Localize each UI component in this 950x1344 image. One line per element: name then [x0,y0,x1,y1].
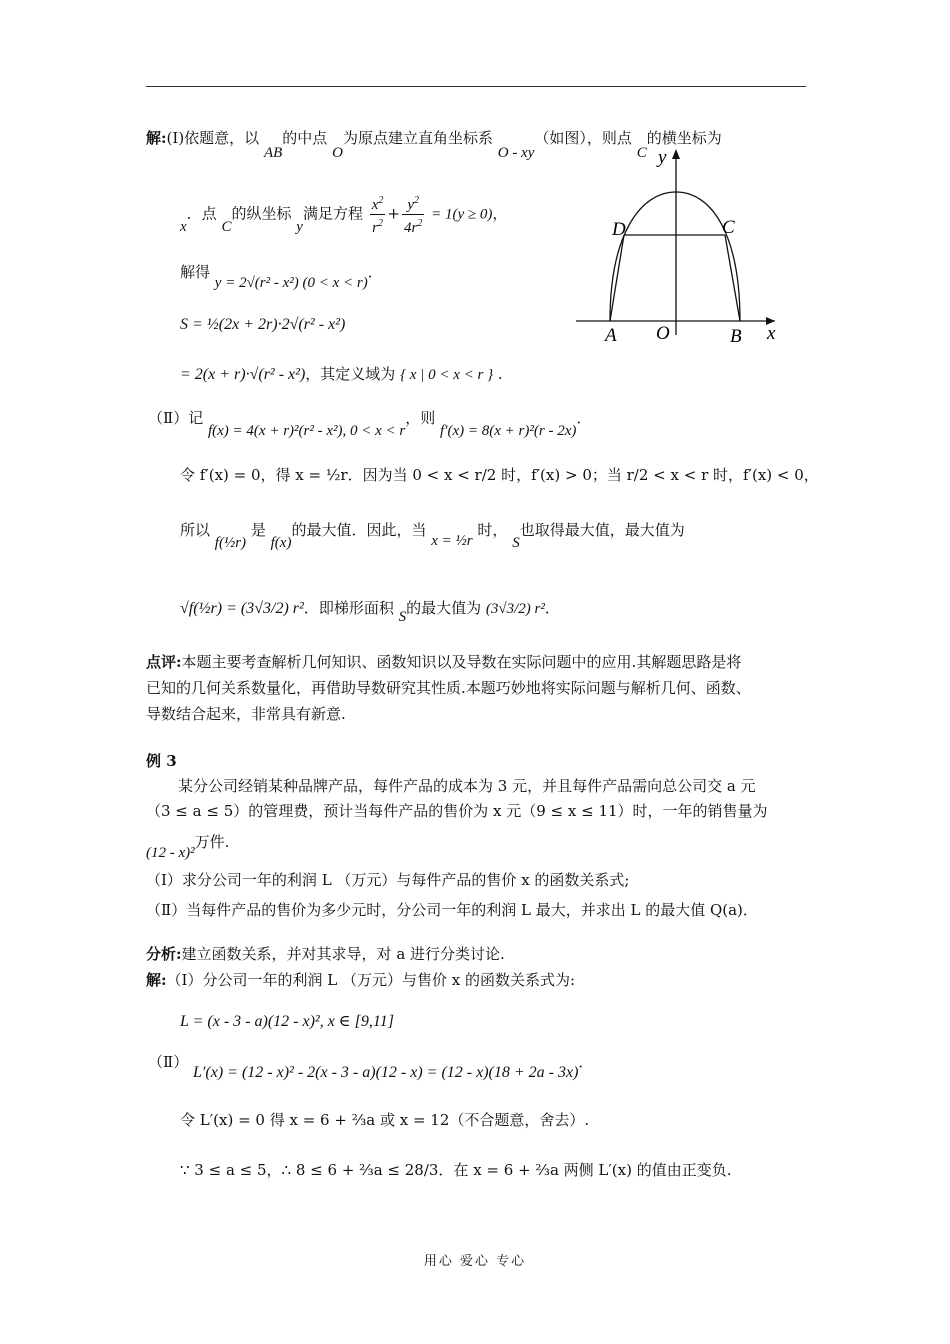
sol1-text: 时， [477,521,508,539]
sol1-text: 满足方程 [302,204,363,223]
sol1-line2: x．点 C的纵坐标 y满足方程 $\frac{x^2}{r^2}$ + $\frac{y^2}{4r^2}$ = 1(y ≥ 0)， [180,192,507,237]
label-B: B [730,326,742,347]
sol1-text: ，其定义域为 [305,365,396,383]
comment-line3: 导数结合起来，非常具有新意. [146,705,346,723]
domain-set: { x | 0 < x < r } [400,367,494,383]
ellipse-eq-rhs: = 1(y ≥ 0) [431,206,493,223]
math-S: S [398,609,407,625]
eq-y: y = 2√(r² - x²) (0 < x < r) [214,275,368,291]
sol1-text: （Ⅱ）记 [148,409,204,427]
sol1-text: ．即梯形面积 [303,599,394,617]
sol1-text: 的中点 [282,129,328,147]
sol1-text: ．点 [186,204,217,223]
comment-label: 点评: [146,653,182,671]
math-Oxy: O - xy [497,145,535,161]
math-AB: AB [263,145,283,161]
ex3-line3 [146,832,230,861]
eq-sqrt-f: √f(½r) = (3√3/2) r² [180,600,304,617]
eq-fpx: f′(x) = 8(x + r)²(r - 2x) [440,423,577,439]
sol1-text: 的纵坐标 [231,204,292,223]
ex3-text: 万件. [194,833,230,851]
frac-y2-4r2: $\frac{y^2}{4r^2}$ [402,192,424,237]
eq-fx: f(x) = 4(x + r)²(r² - x²), 0 < x < r [207,423,406,439]
label-y: y [658,147,667,168]
analysis-text: 建立函数关系，并对其求导，对 a 进行分类讨论. [181,945,505,963]
sol1-max-line [180,520,685,551]
page-footer: 用心 爱心 专心 [423,1254,527,1269]
sol3-let: 令 L′(x) = 0 得 x = 6 + ⅔a 或 x = 12（不合题意，舍去）. [180,1111,590,1129]
math-S: S [512,535,520,551]
comment-text: 本题主要考查解析几何知识、函数知识以及导数在实际问题中的应用.其解题思路是将 [181,653,742,671]
sol1-text: ，则 [405,409,436,427]
eq-sales: (12 - x)² [146,845,195,861]
eq-fx2: f(x) [270,535,292,551]
ellipse-figure [570,145,790,350]
label-x: x [767,323,776,344]
ellipse-curve [610,192,740,321]
sol3-since: ∵ 3 ≤ a ≤ 5，∴ 8 ≤ 6 + ⅔a ≤ 28/3．在 x = 6 + ⅔a 两侧 L′(x) 的值由正变负. [180,1161,732,1179]
sol1-text: 为原点建立直角坐标系 [342,129,493,147]
eq-S1: S = ½(2x + 2r)·2√(r² - x²) [180,316,346,333]
label-D: D [612,219,626,240]
eq-f-half: f(½r) [214,535,247,551]
comment-line1 [146,652,741,672]
math-C: C [221,218,232,235]
sol1-text: 的最大值．因此，当 [291,521,427,539]
label-O: O [656,323,670,344]
ex3-q1: （Ⅰ）求分公司一年的利润 L （万元）与每件产品的售价 x 的函数关系式; [146,871,630,889]
math-O: O [332,145,343,161]
math-x: x [180,218,187,235]
eq-S2: = 2(x + r)·√(r² - x²) [180,366,306,383]
label-C: C [722,217,735,238]
sol3-line1 [146,970,575,990]
sol3-text: （Ⅰ）分公司一年的利润 L （万元）与售价 x 的函数关系式为: [166,971,576,989]
analysis-line [146,944,505,964]
eq-Lprime: L′(x) = (12 - x)² - 2(x - 3 - a)(12 - x) = (12 - x)(18 + 2a - 3x) [192,1064,579,1081]
sol1-let: 令 f′(x) = 0，得 x = ½r．因为当 0 < x < r/2 时，f′(x) > 0；当 r/2 < x < r 时，f′(x) < 0， [180,466,819,484]
sol1-text: 也取得最大值，最大值为 [519,521,685,539]
segment-AD [610,235,624,321]
analysis-label: 分析: [146,945,182,963]
ex3-q2: （Ⅱ）当每件产品的售价为多少元时，分公司一年的利润 L 最大，并求出 L 的最大值 Q(a)． [146,901,758,919]
y-axis-arrow-icon [672,149,680,159]
sol1-label: 解: [146,129,167,147]
eq-maxval: (3√3/2) r² [485,601,545,617]
ex3-line1: 某分公司经销某种品牌产品，每件产品的成本为 3 元，并且每件产品需向总公司交 a 元 [178,777,756,795]
header-rule [146,86,806,87]
sol3-text: （Ⅱ） [148,1053,189,1071]
ex3-title-text: 例 3 [146,752,177,770]
sol1-partII: （Ⅱ）记 f(x) = 4(x + r)²(r² - x²), 0 < x < r，则 f′(x) = 8(x + r)²(r - 2x)． [148,409,592,439]
sol1-text: 是 [250,521,266,539]
sol1-text: （如图），则点 [534,129,632,147]
eq-L: L = (x - 3 - a)(12 - x)², x ∈ [9,11] [180,1013,394,1030]
sol1-S2-line: = 2(x + r)·√(r² - x²)，其定义域为 { x | 0 < x < r } . [180,365,503,383]
ex3-line2: （3 ≤ a ≤ 5）的管理费，预计当每件产品的售价为 x 元（9 ≤ x ≤ 11）时，一年的销售量为 [146,802,768,820]
sol1-conclusion: √f(½r) = (3√3/2) r²．即梯形面积 S的最大值为 (3√3/2) r²． [180,599,560,625]
comment-line2: 已知的几何关系数量化，再借助导数研究其性质.本题巧妙地将实际问题与解析几何、函数、 [146,679,751,697]
frac-x2-r2: $\frac{x^2}{r^2}$ [370,192,386,237]
eq-x-half: x = ½r [431,533,473,549]
sol1-text: 的最大值为 [406,599,482,617]
label-A: A [605,325,617,346]
sol1-text: 所以 [180,521,211,539]
sol1-text: 的横坐标为 [646,129,722,147]
ex3-title [146,751,177,771]
sol1-solve: 解得 y = 2√(r² - x²) (0 < x < r)． [180,263,383,291]
sol1-text: (Ⅰ)依题意，以 [166,129,260,147]
math-y: y [296,218,303,235]
math-C: C [636,145,647,161]
sol1-text: 解得 [180,263,211,281]
sol3-partII: （Ⅱ） L′(x) = (12 - x)² - 2(x - 3 - a)(12 - x) = (12 - x)(18 + 2a - 3x)． [148,1053,594,1081]
sol3-label: 解: [146,971,167,989]
